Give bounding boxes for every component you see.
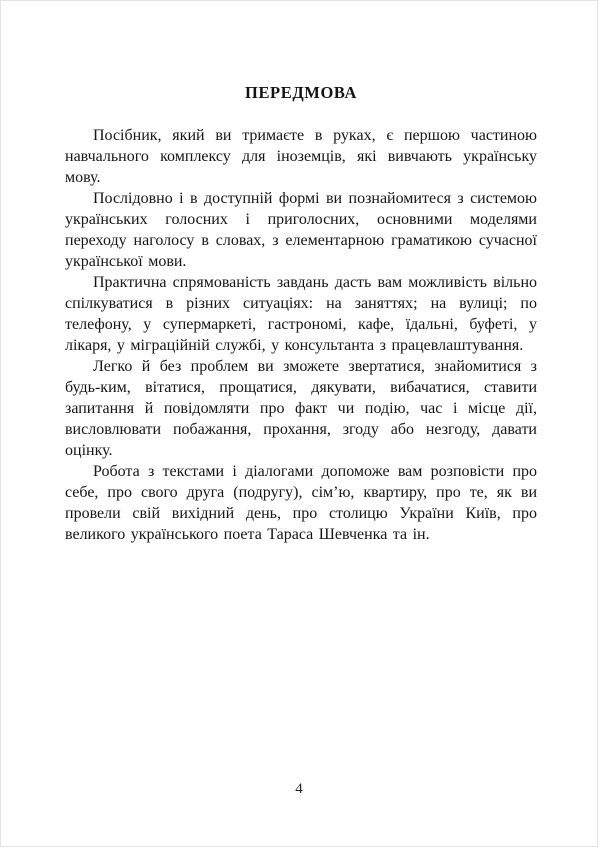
page-title: ПЕРЕДМОВА xyxy=(245,83,357,102)
paragraph: Робота з текстами і діалогами допоможе вам розповісти про себе, про свого друга (подругу), сім’ю, квартиру, про те, як ви провели свій вихідний день, про столицю України Київ, про великого українського поета Тараса Шевченка та ін. xyxy=(65,463,537,543)
paragraph: Легко й без проблем ви зможете звертатися, знайомитися з будь-ким, вітатися, прощатися, дякувати, вибачатися, ставити запитання й повідомляти про факт чи подію, час і місце дії, висловлювати побажання, прохання, згоду або незгоду, давати оцінку. xyxy=(65,358,537,459)
paragraph: Практична спрямованість завдань дасть вам можливість вільно спілкуватися в різних ситуаціях: на заняттях; на вулиці; по телефону, у супермаркеті, гастрономі, кафе, їдальні, буфеті, у лікаря, у міграційній службі, у консультанта з працевлаштування. xyxy=(65,274,537,354)
text-block xyxy=(65,83,537,545)
paragraph: Посібник, який ви тримаєте в руках, є першою частиною навчального комплексу для іноземців, які вивчають українську мову. xyxy=(65,127,537,186)
page-number: 4 xyxy=(295,781,303,797)
paragraph: Послідовно і в доступній формі ви познайомитеся з системою українських голосних і приголосних, основними моделями переходу наголосу в словах, з елементарною граматикою сучасної української мови. xyxy=(65,190,537,270)
